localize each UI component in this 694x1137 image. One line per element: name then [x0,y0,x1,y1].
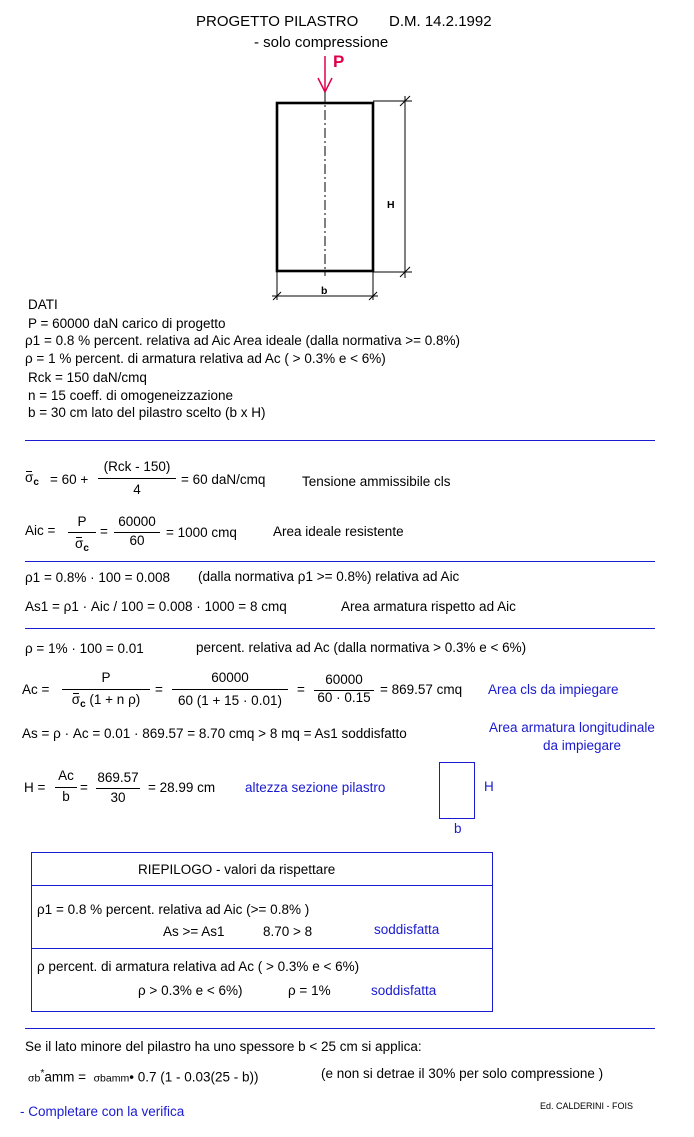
h-description: altezza sezione pilastro [245,780,386,795]
aic-denominator-2: 60 [129,533,145,548]
h-numerator-2: 869.57 [97,770,139,785]
divider [25,440,655,441]
ac-denominator-1: $\sigma_c$ (1 + n ρ) [71,692,141,710]
h-equals: = [80,780,88,795]
h-lhs: H = [24,780,46,795]
summary-divider [31,948,493,949]
divider [25,628,655,629]
aic-result: = 1000 cmq [166,525,237,540]
ac-denominator-2: 60 (1 + 15 · 0.01) [178,693,282,708]
dati-line-rho1: ρ1 = 0.8 % percent. relativa ad Aic Area ideale (dalla normativa >= 0.8%) [25,333,461,348]
norm-reference: D.M. 14.2.1992 [389,13,492,30]
ac-numerator-2: 60000 [211,670,249,685]
rho1-calculation: ρ1 = 0.8% · 100 = 0.008 [25,570,171,585]
sigma-symbol: $\sigma_c$ [25,470,39,488]
reduction-note: Se il lato minore del pilastro ha uno spessore b < 25 cm si applica: [25,1039,422,1054]
aic-numerator-2: 60000 [118,514,156,529]
sigma-result: = 60 daN/cmq [181,472,266,487]
reduction-formula-note: (e non si detrae il 30% per solo compressione ) [321,1066,604,1081]
page-subtitle: - solo compressione [254,34,389,51]
pillar-diagram [260,50,420,302]
summary-title: RIEPILOGO - valori da rispettare [138,862,336,877]
rho-calculation: ρ = 1% · 100 = 0.01 [25,641,144,656]
sigma-equals: = 60 + [50,472,89,487]
aic-lhs: Aic = [25,523,56,538]
dati-line-n: n = 15 coeff. di omogeneizzazione [28,388,234,403]
base-label: b [321,285,328,297]
divider [25,561,655,562]
summary-row2-status: soddisfatta [371,983,437,998]
ac-equals-1: = [155,682,163,697]
mini-base-label: b [454,821,462,836]
summary-row1-values: 8.70 > 8 [263,924,313,939]
aic-equals: = [100,524,108,539]
dati-line-load: P = 60000 daN carico di progetto [28,316,226,331]
mini-section-diagram [439,762,475,819]
height-label: H [387,199,395,211]
reduction-formula: σb*amm = σbamm• 0.7 (1 - 0.03(25 - b)) [28,1067,259,1085]
h-result: = 28.99 cm [148,780,216,795]
h-denominator-2: 30 [110,790,126,805]
aic-description: Area ideale resistente [273,524,404,539]
as-description-2: da impiegare [543,738,622,753]
ac-numerator-1: P [101,670,111,685]
ac-numerator-3: 60000 [325,672,363,687]
ac-result: = 869.57 cmq [380,682,463,697]
aic-denominator-1: $\sigma_c$ [75,536,89,554]
dati-heading: DATI [28,297,58,312]
dati-line-rho: ρ = 1 % percent. di armatura relativa ad Ac ( > 0.3% e < 6%) [25,351,386,366]
ac-denominator-3: 60 · 0.15 [317,690,371,705]
divider [25,1028,655,1029]
todo-verification: - Completare con la verifica [20,1104,185,1119]
rho1-note: (dalla normativa ρ1 >= 0.8%) relativa ad Aic [198,569,460,584]
summary-row1-check: As >= As1 [163,924,225,939]
h-denominator-1: b [62,789,70,804]
dati-line-b: b = 30 cm lato del pilastro scelto (b x H) [28,405,266,420]
summary-row2-condition: ρ percent. di armatura relativa ad Ac ( > 0.3% e < 6%) [37,959,360,974]
mini-height-label: H [484,779,494,794]
sigma-denominator: 4 [133,482,141,497]
sigma-numerator: (Rck - 150) [103,459,171,474]
summary-divider [31,885,493,886]
load-label: P [333,52,345,71]
as-description-1: Area armatura longitudinale [489,720,655,735]
page-title: PROGETTO PILASTRO [196,13,359,30]
as1-calculation: As1 = ρ1 · Aic / 100 = 0.008 · 1000 = 8 cmq [25,599,287,614]
summary-row1-condition: ρ1 = 0.8 % percent. relativa ad Aic (>= 0.8% ) [37,902,310,917]
ac-lhs: Ac = [22,682,50,697]
sigma-description: Tensione ammissibile cls [302,474,451,489]
as-calculation: As = ρ · Ac = 0.01 · 869.57 = 8.70 cmq > 8 mq = As1 soddisfatto [22,726,407,741]
h-numerator-1: Ac [58,768,74,783]
credit: Ed. CALDERINI - FOIS [540,1101,634,1111]
dati-line-rck: Rck = 150 daN/cmq [28,370,147,385]
summary-row2-check: ρ > 0.3% e < 6%) [138,983,243,998]
aic-numerator-1: P [77,514,87,529]
rho-note: percent. relativa ad Ac (dalla normativa > 0.3% e < 6%) [196,640,527,655]
as1-description: Area armatura rispetto ad Aic [341,599,516,614]
summary-row2-values: ρ = 1% [288,983,331,998]
ac-equals-2: = [297,682,305,697]
ac-description: Area cls da impiegare [488,682,619,697]
summary-row1-status: soddisfatta [374,922,440,937]
